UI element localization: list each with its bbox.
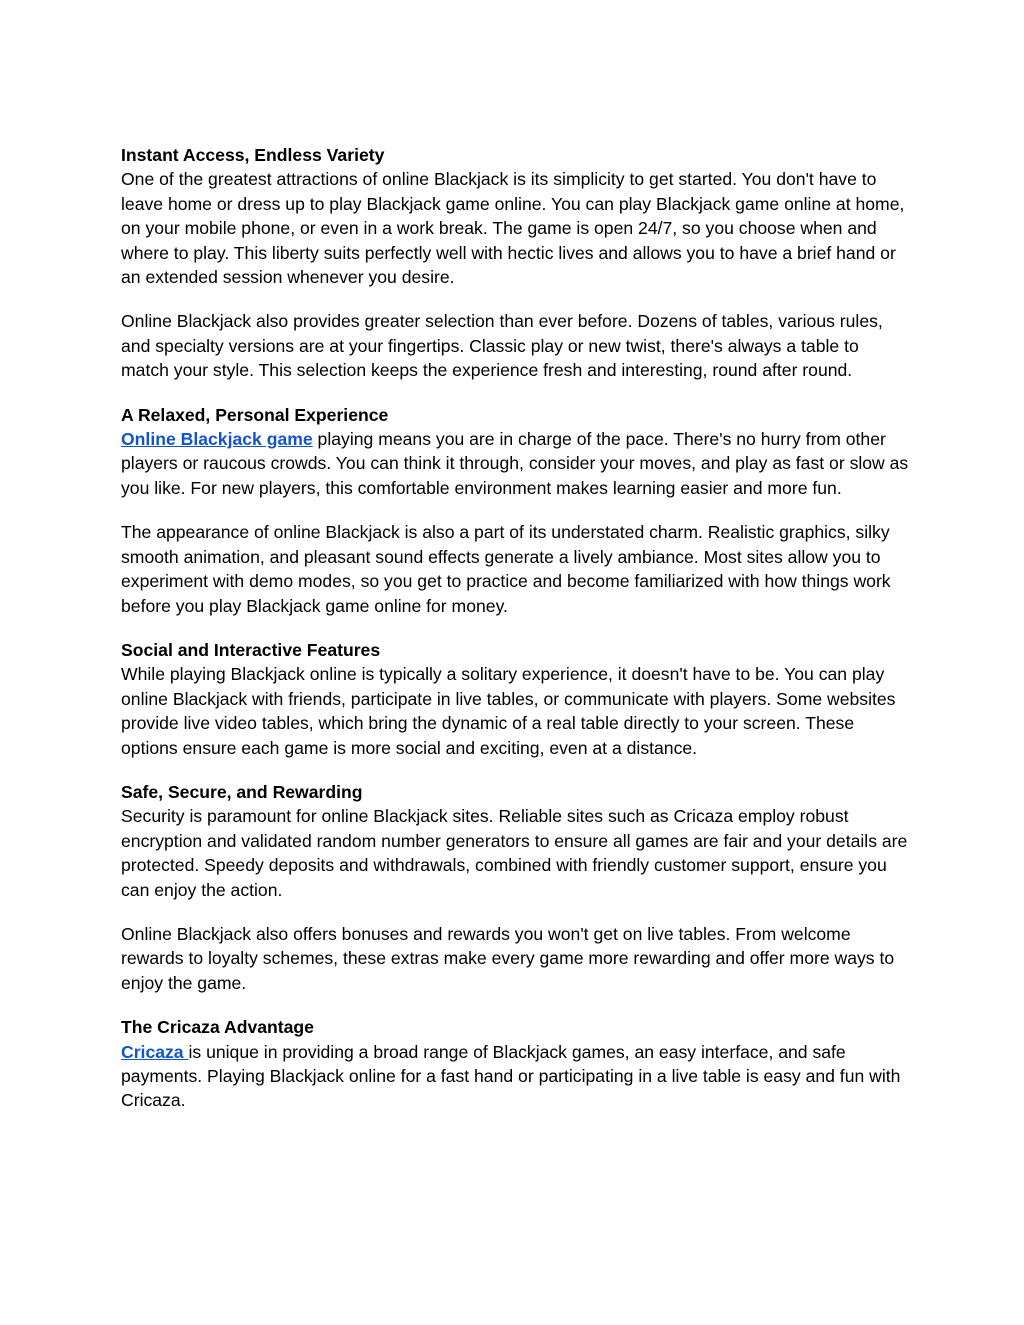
section-cricaza-advantage [121, 1015, 911, 1113]
paragraph-text: playing means you are in charge of the pace. There's no hurry from other players or raucous crowds. You can think it through, consider your moves, and play as fast or slow as you like. For new players, this comfortable environment makes learning easier and more fun. [121, 429, 909, 498]
paragraph: Security is paramount for online Blackjack sites. Reliable sites such as Cricaza employ robust encryption and validated random number generators to ensure all games are fair and your details are protected. Speedy deposits and withdrawals, combined with friendly customer support, ensure you can enjoy the action. [121, 806, 908, 900]
section-heading: The Cricaza Advantage [121, 1017, 314, 1038]
section-heading: A Relaxed, Personal Experience [121, 404, 389, 425]
section-heading: Instant Access, Endless Variety [121, 145, 385, 165]
paragraph-with-link [121, 1040, 911, 1113]
section-safe-secure-continued [121, 922, 911, 995]
paragraph-text: is unique in providing a broad range of Blackjack games, an easy interface, and safe payments. Playing Blackjack online for a fast hand or participating in a live table is easy and fun with Cricaza. [121, 1041, 901, 1111]
section-relaxed-experience [121, 403, 911, 501]
online-blackjack-game-link[interactable]: Online Blackjack game [121, 429, 313, 450]
section-instant-access-continued [121, 309, 911, 382]
paragraph-with-link [121, 427, 911, 500]
document-page [121, 143, 911, 1133]
section-social-features [121, 638, 911, 760]
section-safe-secure [121, 780, 911, 902]
section-heading: Safe, Secure, and Rewarding [121, 781, 363, 802]
section-instant-access [121, 143, 911, 289]
section-heading: Social and Interactive Features [121, 639, 381, 660]
paragraph: Online Blackjack also provides greater selection than ever before. Dozens of tables, various rules, and specialty versions are at your fingertips. Classic play or new twist, there's always a table to match your style. This selection keeps the experience fresh and interesting, round after round. [121, 311, 883, 381]
cricaza-link[interactable]: Cricaza [121, 1041, 189, 1062]
section-relaxed-experience-continued [121, 520, 911, 618]
paragraph: Online Blackjack also offers bonuses and rewards you won't get on live tables. From welcome rewards to loyalty schemes, these extras make every game more rewarding and offer more ways to enjoy the game. [121, 923, 895, 993]
paragraph: The appearance of online Blackjack is also a part of its understated charm. Realistic graphics, silky smooth animation, and pleasant sound effects generate a lively ambiance. Most sites allow you to experiment with demo modes, so you get to practice and become familiarized with how things work before you play Blackjack game online for money. [121, 522, 891, 616]
paragraph: One of the greatest attractions of online Blackjack is its simplicity to get started. You don't have to leave home or dress up to play Blackjack game online. You can play Blackjack game online at home, on your mobile phone, or even in a work break. The game is open 24/7, so you choose when and where to play. This liberty suits perfectly well with hectic lives and allows you to have a brief hand or an extended session whenever you desire. [121, 169, 905, 288]
paragraph: While playing Blackjack online is typically a solitary experience, it doesn't have to be. You can play online Blackjack with friends, participate in live tables, or communicate with players. Some websites provide live video tables, which bring the dynamic of a real table directly to your screen. These options ensure each game is more social and exciting, even at a distance. [121, 664, 896, 758]
